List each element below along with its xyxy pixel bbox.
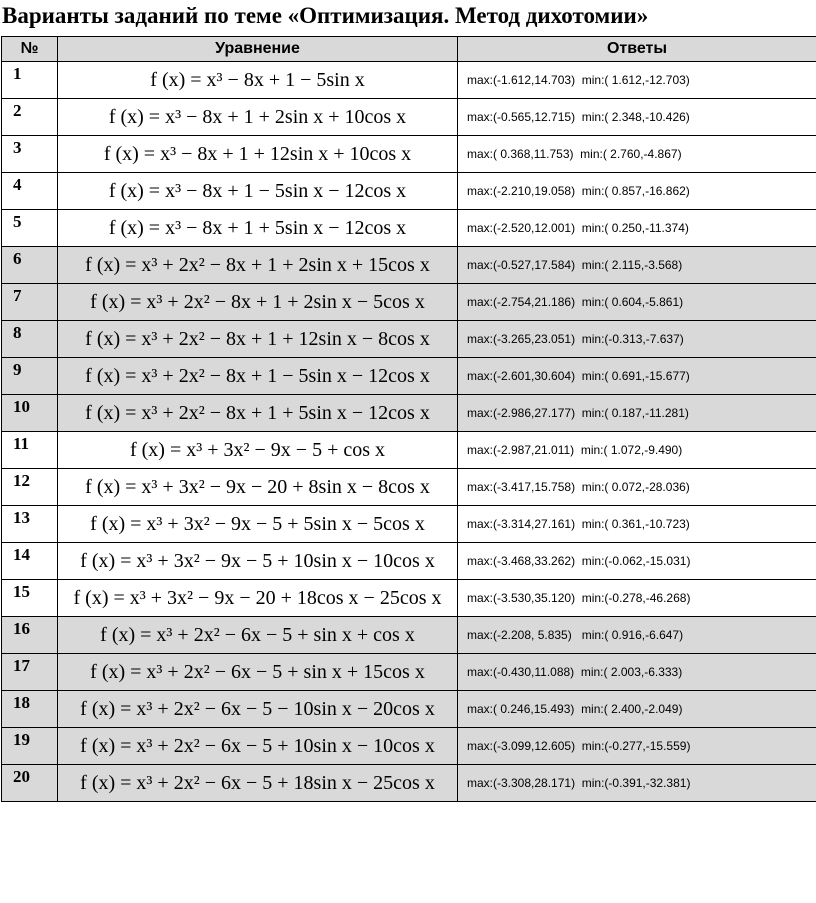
- row-equation: f (x) = x³ + 2x² − 8x + 1 + 12sin x − 8cos x: [58, 321, 458, 358]
- row-equation: f (x) = x³ + 2x² − 8x + 1 + 2sin x + 15cos x: [58, 247, 458, 284]
- row-number: 3: [2, 136, 58, 173]
- row-number: 4: [2, 173, 58, 210]
- table-row: [2, 247, 816, 284]
- row-equation: f (x) = x³ + 2x² − 6x − 5 + sin x + 15cos x: [58, 654, 458, 691]
- header-answers: Ответы: [458, 37, 816, 62]
- row-number: 6: [2, 247, 58, 284]
- table-row: [2, 728, 816, 765]
- row-equation: f (x) = x³ + 3x² − 9x − 5 + cos x: [58, 432, 458, 469]
- row-number: 9: [2, 358, 58, 395]
- table-row: [2, 284, 816, 321]
- row-answers: max:(-3.099,12.605) min:(-0.277,-15.559): [458, 728, 816, 765]
- row-equation: f (x) = x³ − 8x + 1 + 12sin x + 10cos x: [58, 136, 458, 173]
- table-row: [2, 506, 816, 543]
- row-number: 18: [2, 691, 58, 728]
- row-equation: f (x) = x³ + 3x² − 9x − 5 + 5sin x − 5cos x: [58, 506, 458, 543]
- row-equation: f (x) = x³ + 3x² − 9x − 20 + 8sin x − 8cos x: [58, 469, 458, 506]
- row-answers: max:(-3.530,35.120) min:(-0.278,-46.268): [458, 580, 816, 617]
- row-answers: max:(-2.520,12.001) min:( 0.250,-11.374): [458, 210, 816, 247]
- row-equation: f (x) = x³ + 2x² − 8x + 1 − 5sin x − 12cos x: [58, 358, 458, 395]
- row-answers: max:(-2.986,27.177) min:( 0.187,-11.281): [458, 395, 816, 432]
- row-answers: max:(-3.265,23.051) min:(-0.313,-7.637): [458, 321, 816, 358]
- row-equation: f (x) = x³ + 2x² − 8x + 1 + 5sin x − 12cos x: [58, 395, 458, 432]
- row-answers: max:( 0.246,15.493) min:( 2.400,-2.049): [458, 691, 816, 728]
- row-equation: f (x) = x³ + 2x² − 6x − 5 + sin x + cos x: [58, 617, 458, 654]
- row-number: 11: [2, 432, 58, 469]
- row-equation: f (x) = x³ + 2x² − 6x − 5 + 18sin x − 25cos x: [58, 765, 458, 802]
- tasks-table: [1, 36, 816, 802]
- row-answers: max:(-3.468,33.262) min:(-0.062,-15.031): [458, 543, 816, 580]
- row-equation: f (x) = x³ − 8x + 1 − 5sin x: [58, 62, 458, 99]
- header-number: №: [2, 37, 58, 62]
- row-answers: max:(-3.417,15.758) min:( 0.072,-28.036): [458, 469, 816, 506]
- table-row: [2, 691, 816, 728]
- row-number: 10: [2, 395, 58, 432]
- row-answers: max:(-3.314,27.161) min:( 0.361,-10.723): [458, 506, 816, 543]
- row-number: 16: [2, 617, 58, 654]
- table-row: [2, 395, 816, 432]
- row-equation: f (x) = x³ + 2x² − 8x + 1 + 2sin x − 5cos x: [58, 284, 458, 321]
- row-number: 19: [2, 728, 58, 765]
- table-row: [2, 136, 816, 173]
- row-number: 1: [2, 62, 58, 99]
- row-answers: max:(-2.601,30.604) min:( 0.691,-15.677): [458, 358, 816, 395]
- row-answers: max:(-0.565,12.715) min:( 2.348,-10.426): [458, 99, 816, 136]
- table-row: [2, 321, 816, 358]
- row-equation: f (x) = x³ + 2x² − 6x − 5 + 10sin x − 10cos x: [58, 728, 458, 765]
- row-answers: max:( 0.368,11.753) min:( 2.760,-4.867): [458, 136, 816, 173]
- table-row: [2, 173, 816, 210]
- table-row: [2, 580, 816, 617]
- row-number: 2: [2, 99, 58, 136]
- row-number: 20: [2, 765, 58, 802]
- row-number: 12: [2, 469, 58, 506]
- row-number: 17: [2, 654, 58, 691]
- row-answers: max:(-2.210,19.058) min:( 0.857,-16.862): [458, 173, 816, 210]
- row-number: 14: [2, 543, 58, 580]
- table-row: [2, 99, 816, 136]
- table-row: [2, 543, 816, 580]
- row-answers: max:(-2.208, 5.835) min:( 0.916,-6.647): [458, 617, 816, 654]
- row-equation: f (x) = x³ − 8x + 1 + 5sin x − 12cos x: [58, 210, 458, 247]
- table-row: [2, 432, 816, 469]
- row-number: 7: [2, 284, 58, 321]
- table-header-row: [2, 37, 816, 62]
- row-equation: f (x) = x³ + 2x² − 6x − 5 − 10sin x − 20cos x: [58, 691, 458, 728]
- row-equation: f (x) = x³ + 3x² − 9x − 20 + 18cos x − 25cos x: [58, 580, 458, 617]
- table-row: [2, 210, 816, 247]
- row-answers: max:(-0.527,17.584) min:( 2.115,-3.568): [458, 247, 816, 284]
- row-answers: max:(-2.754,21.186) min:( 0.604,-5.861): [458, 284, 816, 321]
- table-row: [2, 62, 816, 99]
- row-number: 5: [2, 210, 58, 247]
- table-row: [2, 765, 816, 802]
- header-equation: Уравнение: [58, 37, 458, 62]
- row-number: 15: [2, 580, 58, 617]
- row-number: 8: [2, 321, 58, 358]
- row-answers: max:(-3.308,28.171) min:(-0.391,-32.381): [458, 765, 816, 802]
- row-answers: max:(-1.612,14.703) min:( 1.612,-12.703): [458, 62, 816, 99]
- row-equation: f (x) = x³ − 8x + 1 − 5sin x − 12cos x: [58, 173, 458, 210]
- row-answers: max:(-0.430,11.088) min:( 2.003,-6.333): [458, 654, 816, 691]
- row-equation: f (x) = x³ − 8x + 1 + 2sin x + 10cos x: [58, 99, 458, 136]
- page-title: Варианты заданий по теме «Оптимизация. Метод дихотомии»: [2, 3, 649, 28]
- row-equation: f (x) = x³ + 3x² − 9x − 5 + 10sin x − 10cos x: [58, 543, 458, 580]
- table-row: [2, 469, 816, 506]
- table-row: [2, 617, 816, 654]
- row-number: 13: [2, 506, 58, 543]
- row-answers: max:(-2.987,21.011) min:( 1.072,-9.490): [458, 432, 816, 469]
- table-row: [2, 654, 816, 691]
- table-row: [2, 358, 816, 395]
